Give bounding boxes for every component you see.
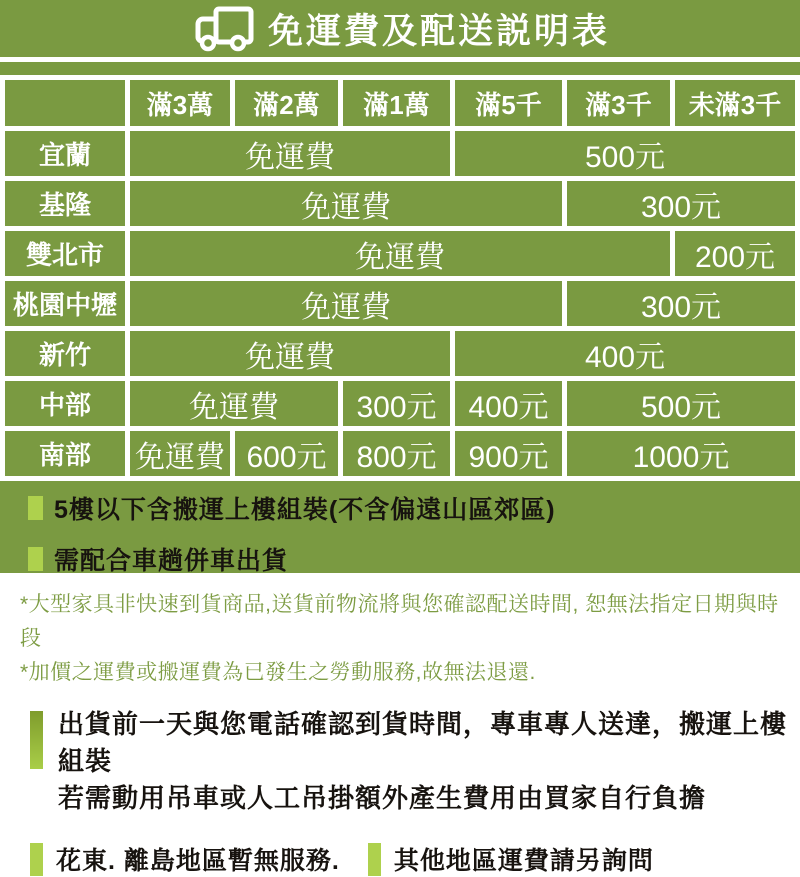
delivery-note: [30, 706, 800, 817]
delivery-note-text: [58, 706, 800, 817]
region-label: 中部: [5, 381, 125, 426]
delivery-note-line: 出貨前一天與您電話確認到貨時間，專車專人送達，搬運上樓組裝: [58, 709, 788, 776]
fee-cell: 免運費: [130, 431, 230, 476]
fee-cell: 800元: [343, 431, 450, 476]
table-row: [5, 331, 795, 376]
fee-cell: 600元: [235, 431, 338, 476]
fee-cell: 免運費: [130, 331, 450, 376]
region-label: 桃園中壢: [5, 281, 125, 326]
fee-table-body: [5, 131, 795, 476]
note-text: 花東. 離島地區暫無服務.: [56, 847, 340, 875]
list-item: [368, 841, 654, 877]
fee-cell: 免運費: [130, 381, 338, 426]
table-row: [5, 131, 795, 176]
square-bullet-icon: [368, 843, 381, 876]
fee-cell: 300元: [567, 281, 795, 326]
page-title: 免運費及配送説明表: [267, 11, 610, 51]
fee-cell: 免運費: [130, 181, 562, 226]
fee-cell: 500元: [455, 131, 795, 176]
region-label: 新竹: [5, 331, 125, 376]
fine-print: [0, 573, 800, 690]
table-row: [5, 181, 795, 226]
column-header: 滿3萬: [130, 80, 230, 126]
table-row: [5, 281, 795, 326]
fee-cell: 400元: [455, 331, 795, 376]
list-item: [30, 841, 340, 877]
truck-icon: [190, 6, 256, 52]
fee-cell: 900元: [455, 431, 562, 476]
fee-cell: 200元: [675, 231, 795, 276]
banner: [0, 0, 800, 57]
column-header: 滿1萬: [343, 80, 450, 126]
column-header: 滿3千: [567, 80, 670, 126]
fee-cell: 1000元: [567, 431, 795, 476]
note-text: 其他地區運費請另詢問: [393, 847, 654, 875]
shipping-fee-table: [0, 75, 800, 481]
square-bullet-icon: [28, 547, 43, 571]
column-header: 滿5千: [455, 80, 562, 126]
region-label: 南部: [5, 431, 125, 476]
region-label: 雙北市: [5, 231, 125, 276]
bottom-notes: [30, 841, 800, 877]
fee-cell: 500元: [567, 381, 795, 426]
region-label: 宜蘭: [5, 131, 125, 176]
list-item: [28, 490, 800, 526]
fee-cell: 300元: [567, 181, 795, 226]
fine-print-line: *加價之運費或搬運費為已發生之勞動服務,故無法退還.: [20, 661, 536, 684]
column-header: 未滿3千: [675, 80, 795, 126]
note-text: 需配合車趟併車出貨: [54, 547, 289, 575]
list-item: [28, 541, 800, 577]
square-bullet-icon: [28, 496, 43, 520]
delivery-note-line: 若需動用吊車或人工吊掛額外產生費用由買家自行負擔: [58, 783, 707, 813]
table-row: [5, 231, 795, 276]
table-row: [5, 381, 795, 426]
banner-separator: [0, 57, 800, 62]
fee-cell: 免運費: [130, 281, 562, 326]
fine-print-line: *大型家具非快速到貨商品,送貨前物流將與您確認配送時間, 恕無法指定日期與時段: [20, 593, 779, 650]
column-header: 滿2萬: [235, 80, 338, 126]
fee-table-head-row: [5, 80, 795, 126]
fee-cell: 免運費: [130, 231, 670, 276]
vertical-bar-icon: [30, 711, 43, 769]
note-text: 5樓以下含搬運上樓組裝(不含偏遠山區郊區): [54, 496, 556, 524]
square-bullet-icon: [30, 843, 43, 876]
fee-cell: 免運費: [130, 131, 450, 176]
green-notes: [0, 481, 800, 577]
table-row: [5, 431, 795, 476]
white-area: [0, 573, 800, 877]
corner-cell: [5, 80, 125, 126]
fee-cell: 300元: [343, 381, 450, 426]
region-label: 基隆: [5, 181, 125, 226]
fee-cell: 400元: [455, 381, 562, 426]
